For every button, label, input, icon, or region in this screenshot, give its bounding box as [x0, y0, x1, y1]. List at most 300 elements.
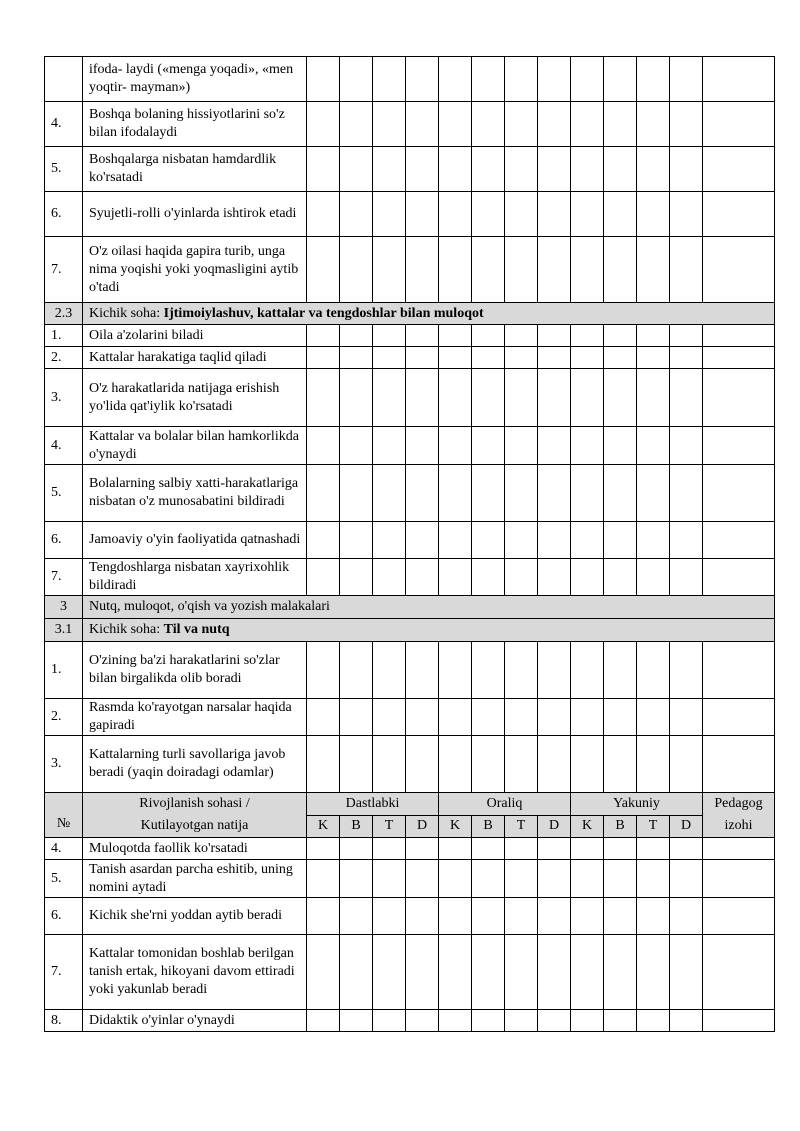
- mark-cell[interactable]: [670, 522, 703, 559]
- mark-cell[interactable]: [604, 465, 637, 522]
- mark-cell[interactable]: [406, 102, 439, 147]
- mark-cell[interactable]: [406, 860, 439, 898]
- header-letter: D: [670, 815, 703, 838]
- mark-cell[interactable]: [604, 860, 637, 898]
- mark-cell[interactable]: [406, 1010, 439, 1032]
- mark-cell[interactable]: [472, 642, 505, 699]
- mark-cell[interactable]: [571, 465, 604, 522]
- mark-cell[interactable]: [373, 147, 406, 192]
- row-number: 1.: [45, 642, 83, 699]
- row-text: Boshqalarga nisbatan hamdardlik ko'rsatadi: [83, 147, 307, 192]
- mark-cell[interactable]: [406, 736, 439, 793]
- mark-cell[interactable]: [571, 192, 604, 237]
- mark-cell[interactable]: [571, 427, 604, 465]
- mark-cell[interactable]: [373, 559, 406, 596]
- mark-cell[interactable]: [670, 838, 703, 860]
- mark-cell[interactable]: [340, 147, 373, 192]
- mark-cell[interactable]: [637, 465, 670, 522]
- mark-cell[interactable]: [538, 237, 571, 303]
- mark-cell[interactable]: [373, 192, 406, 237]
- mark-cell[interactable]: [406, 642, 439, 699]
- mark-cell[interactable]: [505, 465, 538, 522]
- mark-cell[interactable]: [505, 57, 538, 102]
- mark-cell[interactable]: [472, 699, 505, 736]
- mark-cell[interactable]: [604, 559, 637, 596]
- mark-cell[interactable]: [406, 192, 439, 237]
- mark-cell[interactable]: [373, 57, 406, 102]
- mark-cell[interactable]: [505, 147, 538, 192]
- mark-cell[interactable]: [340, 559, 373, 596]
- mark-cell[interactable]: [307, 57, 340, 102]
- mark-cell[interactable]: [406, 465, 439, 522]
- mark-cell[interactable]: [538, 325, 571, 347]
- mark-cell[interactable]: [439, 898, 472, 935]
- mark-cell[interactable]: [307, 898, 340, 935]
- mark-cell[interactable]: [505, 102, 538, 147]
- table-row: [45, 898, 775, 935]
- mark-cell[interactable]: [406, 898, 439, 935]
- mark-cell[interactable]: [571, 237, 604, 303]
- mark-cell[interactable]: [439, 838, 472, 860]
- mark-cell[interactable]: [439, 522, 472, 559]
- mark-cell[interactable]: [538, 860, 571, 898]
- mark-cell[interactable]: [505, 427, 538, 465]
- mark-cell[interactable]: [670, 57, 703, 102]
- mark-cell[interactable]: [505, 860, 538, 898]
- mark-cell[interactable]: [604, 838, 637, 860]
- mark-cell[interactable]: [472, 465, 505, 522]
- mark-cell[interactable]: [670, 427, 703, 465]
- mark-cell[interactable]: [505, 192, 538, 237]
- mark-cell[interactable]: [505, 736, 538, 793]
- mark-cell[interactable]: [307, 1010, 340, 1032]
- mark-cell[interactable]: [472, 898, 505, 935]
- mark-cell[interactable]: [703, 559, 775, 596]
- mark-cell[interactable]: [637, 192, 670, 237]
- mark-cell[interactable]: [505, 1010, 538, 1032]
- mark-cell[interactable]: [439, 935, 472, 1010]
- mark-cell[interactable]: [373, 465, 406, 522]
- mark-cell[interactable]: [340, 642, 373, 699]
- mark-cell[interactable]: [703, 237, 775, 303]
- mark-cell[interactable]: [637, 102, 670, 147]
- mark-cell[interactable]: [538, 369, 571, 427]
- mark-cell[interactable]: [307, 935, 340, 1010]
- mark-cell[interactable]: [472, 1010, 505, 1032]
- mark-cell[interactable]: [472, 102, 505, 147]
- mark-cell[interactable]: [472, 522, 505, 559]
- mark-cell[interactable]: [439, 57, 472, 102]
- mark-cell[interactable]: [637, 427, 670, 465]
- mark-cell[interactable]: [472, 860, 505, 898]
- mark-cell[interactable]: [670, 736, 703, 793]
- mark-cell[interactable]: [703, 192, 775, 237]
- mark-cell[interactable]: [571, 736, 604, 793]
- mark-cell[interactable]: [637, 736, 670, 793]
- mark-cell[interactable]: [373, 642, 406, 699]
- mark-cell[interactable]: [406, 147, 439, 192]
- mark-cell[interactable]: [472, 192, 505, 237]
- mark-cell[interactable]: [505, 522, 538, 559]
- mark-cell[interactable]: [538, 838, 571, 860]
- mark-cell[interactable]: [538, 192, 571, 237]
- mark-cell[interactable]: [340, 192, 373, 237]
- mark-cell[interactable]: [406, 325, 439, 347]
- mark-cell[interactable]: [571, 369, 604, 427]
- mark-cell[interactable]: [604, 237, 637, 303]
- mark-cell[interactable]: [571, 935, 604, 1010]
- mark-cell[interactable]: [604, 898, 637, 935]
- mark-cell[interactable]: [307, 522, 340, 559]
- mark-cell[interactable]: [538, 1010, 571, 1032]
- mark-cell[interactable]: [406, 559, 439, 596]
- mark-cell[interactable]: [604, 642, 637, 699]
- mark-cell[interactable]: [439, 736, 472, 793]
- mark-cell[interactable]: [307, 838, 340, 860]
- table-row: [45, 147, 775, 192]
- row-number: 1.: [45, 325, 83, 347]
- mark-cell[interactable]: [538, 427, 571, 465]
- mark-cell[interactable]: [373, 736, 406, 793]
- mark-cell[interactable]: [439, 860, 472, 898]
- header-letter: T: [373, 815, 406, 838]
- mark-cell[interactable]: [439, 237, 472, 303]
- mark-cell[interactable]: [340, 57, 373, 102]
- mark-cell[interactable]: [439, 147, 472, 192]
- mark-cell[interactable]: [703, 147, 775, 192]
- mark-cell[interactable]: [604, 427, 637, 465]
- mark-cell[interactable]: [505, 325, 538, 347]
- mark-cell[interactable]: [340, 465, 373, 522]
- header-group: Oraliq: [439, 793, 571, 816]
- mark-cell[interactable]: [571, 860, 604, 898]
- row-text: Syujetli-rolli o'yinlarda ishtirok etadi: [83, 192, 307, 237]
- mark-cell[interactable]: [340, 347, 373, 369]
- mark-cell[interactable]: [406, 522, 439, 559]
- section-title: [83, 619, 775, 642]
- mark-cell[interactable]: [373, 699, 406, 736]
- mark-cell[interactable]: [604, 522, 637, 559]
- mark-cell[interactable]: [703, 325, 775, 347]
- mark-cell[interactable]: [637, 1010, 670, 1032]
- mark-cell[interactable]: [670, 369, 703, 427]
- mark-cell[interactable]: [439, 325, 472, 347]
- row-number: 7.: [45, 559, 83, 596]
- mark-cell[interactable]: [505, 237, 538, 303]
- mark-cell[interactable]: [439, 699, 472, 736]
- header-letter: B: [472, 815, 505, 838]
- mark-cell[interactable]: [637, 838, 670, 860]
- mark-cell[interactable]: [373, 522, 406, 559]
- mark-cell[interactable]: [571, 898, 604, 935]
- mark-cell[interactable]: [439, 642, 472, 699]
- mark-cell[interactable]: [571, 699, 604, 736]
- mark-cell[interactable]: [472, 838, 505, 860]
- mark-cell[interactable]: [604, 192, 637, 237]
- mark-cell[interactable]: [703, 736, 775, 793]
- mark-cell[interactable]: [472, 736, 505, 793]
- mark-cell[interactable]: [340, 325, 373, 347]
- mark-cell[interactable]: [472, 559, 505, 596]
- mark-cell[interactable]: [505, 642, 538, 699]
- mark-cell[interactable]: [472, 369, 505, 427]
- mark-cell[interactable]: [406, 57, 439, 102]
- mark-cell[interactable]: [670, 559, 703, 596]
- section-prefix: Kichik soha:: [89, 622, 164, 637]
- row-text: Kattalarning turli savollariga javob beradi (yaqin doiradagi odamlar): [83, 736, 307, 793]
- row-number: 7.: [45, 237, 83, 303]
- mark-cell[interactable]: [373, 347, 406, 369]
- mark-cell[interactable]: [307, 465, 340, 522]
- mark-cell[interactable]: [307, 559, 340, 596]
- mark-cell[interactable]: [604, 57, 637, 102]
- mark-cell[interactable]: [439, 465, 472, 522]
- mark-cell[interactable]: [406, 347, 439, 369]
- row-number: 5.: [45, 465, 83, 522]
- mark-cell[interactable]: [340, 898, 373, 935]
- mark-cell[interactable]: [538, 57, 571, 102]
- mark-cell[interactable]: [637, 860, 670, 898]
- row-text: Kattalar harakatiga taqlid qiladi: [83, 347, 307, 369]
- mark-cell[interactable]: [703, 935, 775, 1010]
- mark-cell[interactable]: [340, 736, 373, 793]
- mark-cell[interactable]: [505, 898, 538, 935]
- mark-cell[interactable]: [703, 898, 775, 935]
- mark-cell[interactable]: [571, 325, 604, 347]
- mark-cell[interactable]: [472, 57, 505, 102]
- row-text: Didaktik o'yinlar o'ynaydi: [83, 1010, 307, 1032]
- section-number: 3: [45, 596, 83, 619]
- section-title: [83, 596, 775, 619]
- mark-cell[interactable]: [637, 57, 670, 102]
- mark-cell[interactable]: [340, 935, 373, 1010]
- mark-cell[interactable]: [571, 147, 604, 192]
- mark-cell[interactable]: [439, 559, 472, 596]
- mark-cell[interactable]: [604, 369, 637, 427]
- mark-cell[interactable]: [703, 860, 775, 898]
- mark-cell[interactable]: [505, 559, 538, 596]
- mark-cell[interactable]: [571, 102, 604, 147]
- mark-cell[interactable]: [670, 237, 703, 303]
- mark-cell[interactable]: [637, 347, 670, 369]
- mark-cell[interactable]: [340, 699, 373, 736]
- mark-cell[interactable]: [637, 522, 670, 559]
- mark-cell[interactable]: [604, 1010, 637, 1032]
- mark-cell[interactable]: [307, 237, 340, 303]
- mark-cell[interactable]: [439, 192, 472, 237]
- mark-cell[interactable]: [439, 427, 472, 465]
- mark-cell[interactable]: [472, 237, 505, 303]
- mark-cell[interactable]: [670, 465, 703, 522]
- mark-cell[interactable]: [373, 935, 406, 1010]
- mark-cell[interactable]: [373, 237, 406, 303]
- mark-cell[interactable]: [307, 325, 340, 347]
- mark-cell[interactable]: [373, 838, 406, 860]
- mark-cell[interactable]: [307, 736, 340, 793]
- table-row: [45, 860, 775, 898]
- mark-cell[interactable]: [373, 325, 406, 347]
- mark-cell[interactable]: [538, 935, 571, 1010]
- mark-cell[interactable]: [604, 736, 637, 793]
- row-text: Jamoaviy o'yin faoliyatida qatnashadi: [83, 522, 307, 559]
- header-letter: T: [637, 815, 670, 838]
- row-number: 7.: [45, 935, 83, 1010]
- mark-cell[interactable]: [703, 838, 775, 860]
- mark-cell[interactable]: [373, 427, 406, 465]
- mark-cell[interactable]: [703, 347, 775, 369]
- mark-cell[interactable]: [703, 522, 775, 559]
- mark-cell[interactable]: [538, 465, 571, 522]
- mark-cell[interactable]: [307, 102, 340, 147]
- row-number: 5.: [45, 860, 83, 898]
- mark-cell[interactable]: [670, 935, 703, 1010]
- mark-cell[interactable]: [670, 642, 703, 699]
- mark-cell[interactable]: [307, 147, 340, 192]
- table-row: [45, 522, 775, 559]
- mark-cell[interactable]: [472, 427, 505, 465]
- header-letter: D: [538, 815, 571, 838]
- section-title: [83, 303, 775, 325]
- mark-cell[interactable]: [538, 699, 571, 736]
- mark-cell[interactable]: [505, 838, 538, 860]
- mark-cell[interactable]: [340, 237, 373, 303]
- table-row: [45, 838, 775, 860]
- mark-cell[interactable]: [703, 57, 775, 102]
- section-number: 2.3: [45, 303, 83, 325]
- header-notes: [703, 793, 775, 838]
- mark-cell[interactable]: [406, 427, 439, 465]
- mark-cell[interactable]: [670, 898, 703, 935]
- table-row: [45, 427, 775, 465]
- mark-cell[interactable]: [703, 369, 775, 427]
- mark-cell[interactable]: [538, 642, 571, 699]
- mark-cell[interactable]: [406, 369, 439, 427]
- mark-cell[interactable]: [571, 522, 604, 559]
- mark-cell[interactable]: [307, 347, 340, 369]
- mark-cell[interactable]: [373, 369, 406, 427]
- mark-cell[interactable]: [439, 369, 472, 427]
- mark-cell[interactable]: [604, 147, 637, 192]
- mark-cell[interactable]: [604, 699, 637, 736]
- mark-cell[interactable]: [670, 699, 703, 736]
- mark-cell[interactable]: [670, 325, 703, 347]
- mark-cell[interactable]: [670, 1010, 703, 1032]
- mark-cell[interactable]: [637, 325, 670, 347]
- mark-cell[interactable]: [670, 147, 703, 192]
- mark-cell[interactable]: [340, 860, 373, 898]
- mark-cell[interactable]: [670, 860, 703, 898]
- mark-cell[interactable]: [307, 860, 340, 898]
- mark-cell[interactable]: [406, 838, 439, 860]
- mark-cell[interactable]: [703, 699, 775, 736]
- mark-cell[interactable]: [670, 102, 703, 147]
- mark-cell[interactable]: [538, 147, 571, 192]
- mark-cell[interactable]: [670, 347, 703, 369]
- row-number: 3.: [45, 369, 83, 427]
- mark-cell[interactable]: [538, 559, 571, 596]
- mark-cell[interactable]: [340, 1010, 373, 1032]
- mark-cell[interactable]: [670, 192, 703, 237]
- table-row: [45, 642, 775, 699]
- header-letter: K: [439, 815, 472, 838]
- mark-cell[interactable]: [637, 237, 670, 303]
- mark-cell[interactable]: [439, 102, 472, 147]
- mark-cell[interactable]: [604, 102, 637, 147]
- mark-cell[interactable]: [472, 935, 505, 1010]
- mark-cell[interactable]: [703, 465, 775, 522]
- row-number: 6.: [45, 898, 83, 935]
- mark-cell[interactable]: [538, 347, 571, 369]
- mark-cell[interactable]: [538, 102, 571, 147]
- mark-cell[interactable]: [340, 427, 373, 465]
- mark-cell[interactable]: [439, 347, 472, 369]
- mark-cell[interactable]: [637, 559, 670, 596]
- mark-cell[interactable]: [406, 237, 439, 303]
- mark-cell[interactable]: [637, 369, 670, 427]
- mark-cell[interactable]: [637, 642, 670, 699]
- mark-cell[interactable]: [340, 522, 373, 559]
- mark-cell[interactable]: [571, 1010, 604, 1032]
- table-row: [45, 192, 775, 237]
- mark-cell[interactable]: [340, 369, 373, 427]
- mark-cell[interactable]: [505, 347, 538, 369]
- mark-cell[interactable]: [307, 427, 340, 465]
- mark-cell[interactable]: [703, 1010, 775, 1032]
- mark-cell[interactable]: [439, 1010, 472, 1032]
- mark-cell[interactable]: [604, 325, 637, 347]
- mark-cell[interactable]: [406, 935, 439, 1010]
- mark-cell[interactable]: [472, 147, 505, 192]
- mark-cell[interactable]: [637, 898, 670, 935]
- mark-cell[interactable]: [703, 102, 775, 147]
- mark-cell[interactable]: [307, 192, 340, 237]
- mark-cell[interactable]: [604, 935, 637, 1010]
- mark-cell[interactable]: [505, 935, 538, 1010]
- mark-cell[interactable]: [373, 898, 406, 935]
- mark-cell[interactable]: [538, 898, 571, 935]
- mark-cell[interactable]: [307, 642, 340, 699]
- mark-cell[interactable]: [604, 347, 637, 369]
- mark-cell[interactable]: [703, 427, 775, 465]
- mark-cell[interactable]: [373, 1010, 406, 1032]
- mark-cell[interactable]: [703, 642, 775, 699]
- table-row: [45, 102, 775, 147]
- mark-cell[interactable]: [637, 699, 670, 736]
- mark-cell[interactable]: [472, 347, 505, 369]
- mark-cell[interactable]: [571, 347, 604, 369]
- row-number: 4.: [45, 427, 83, 465]
- mark-cell[interactable]: [538, 736, 571, 793]
- mark-cell[interactable]: [505, 369, 538, 427]
- section-row: [45, 303, 775, 325]
- mark-cell[interactable]: [538, 522, 571, 559]
- mark-cell[interactable]: [571, 57, 604, 102]
- mark-cell[interactable]: [373, 102, 406, 147]
- mark-cell[interactable]: [571, 838, 604, 860]
- mark-cell[interactable]: [307, 699, 340, 736]
- mark-cell[interactable]: [637, 935, 670, 1010]
- mark-cell[interactable]: [406, 699, 439, 736]
- mark-cell[interactable]: [505, 699, 538, 736]
- mark-cell[interactable]: [571, 642, 604, 699]
- mark-cell[interactable]: [472, 325, 505, 347]
- mark-cell[interactable]: [340, 838, 373, 860]
- mark-cell[interactable]: [340, 102, 373, 147]
- mark-cell[interactable]: [637, 147, 670, 192]
- mark-cell[interactable]: [307, 369, 340, 427]
- mark-cell[interactable]: [571, 559, 604, 596]
- mark-cell[interactable]: [373, 860, 406, 898]
